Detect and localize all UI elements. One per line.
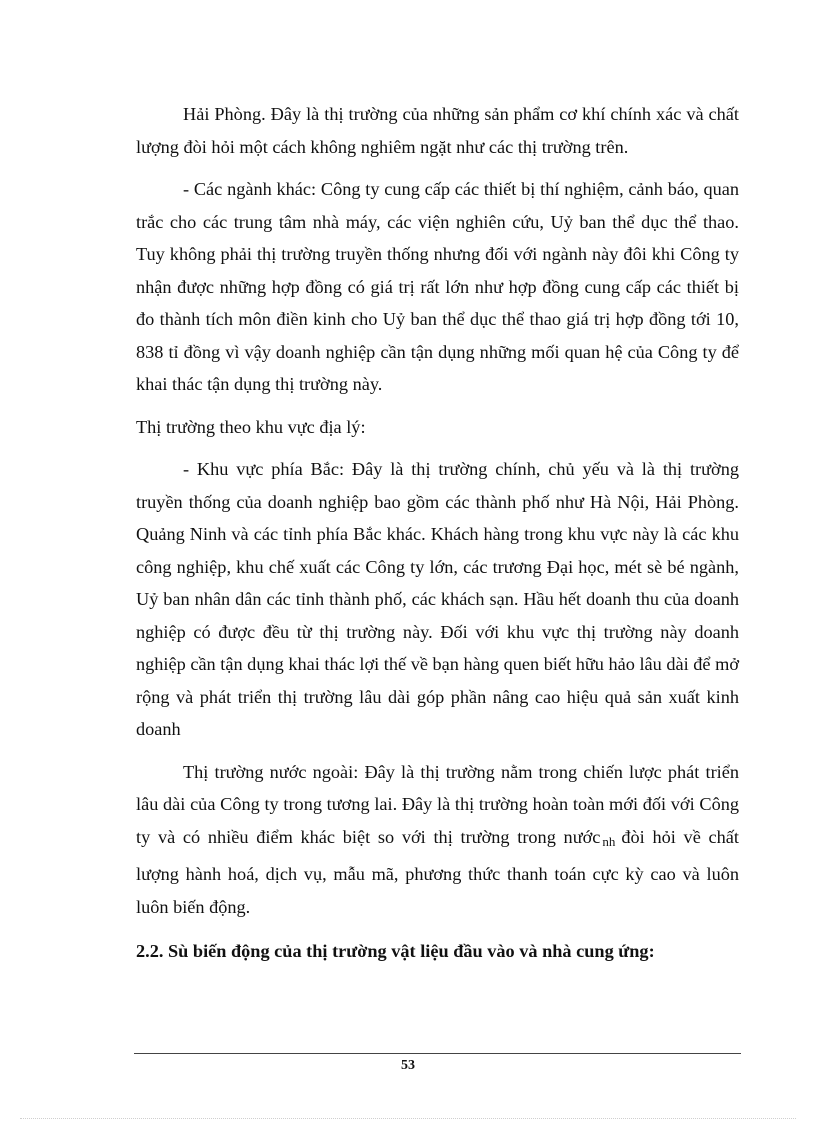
page-number: 53: [401, 1058, 415, 1073]
paragraph-other-industries: - Các ngành khác: Công ty cung cấp các thiết bị thí nghiệm, cảnh báo, quan trắc cho các trung tâm nhà máy, các viện nghiên cứu, Uỷ ban thể dục thể thao. Tuy không phải thị trường truyền thống nhưng đối với ngành này đôi khi Công ty nhận được những hợp đồng có giá trị rất lớn như hợp đồng cung cấp các thiết bị đo thành tích môn điền kinh cho Uỷ ban thể dục thể thao giá trị hợp đồng tới 10, 838 tỉ đồng vì vậy doanh nghiệp cần tận dụng những mối quan hệ của Công ty để khai thác tận dụng thị trường này.: [136, 179, 739, 394]
foreign-market-text-start: Thị trường nước ngoài: Đây là thị trường nằm trong chiến lược phát triển lâu dài của Công ty trong tương lai. Đây là thị trường hoàn toàn mới đối với Công ty và có nhiều điểm khác biệt so với thị trường trong nước: [136, 761, 739, 847]
foreign-market-text-end: đòi hỏi về chất lượng hành hoá, dịch vụ, mẫu mã, phương thức thanh toán cực kỳ cao và luôn luôn biến động.: [136, 826, 739, 917]
paragraph-hai-phong-market: Hải Phòng. Đây là thị trường của những sản phẩm cơ khí chính xác và chất lượng đòi hỏi một cách không nghiêm ngặt như các thị trường trên.: [136, 104, 739, 157]
paragraph-geographic-market-label: Thị trường theo khu vực địa lý:: [136, 416, 366, 437]
paragraph-foreign-market: [136, 756, 739, 924]
footer-divider: [134, 1053, 741, 1054]
page-bottom-edge: [20, 1118, 796, 1119]
paragraph-northern-region: - Khu vực phía Bắc: Đây là thị trường chính, chủ yếu và là thị trường truyền thống của doanh nghiệp bao gồm các thành phố như Hà Nội, Hải Phòng. Quảng Ninh và các tỉnh phía Bắc khác. Khách hàng trong khu vực này là các khu công nghiệp, khu chế xuất các Công ty lớn, các trương Đại học, mét sè bé ngành, Uỷ ban nhân dân các tỉnh thành phố, các khách sạn. Hầu hết doanh thu của doanh nghiệp có được đều từ thị trường này. Đối với khu vực thị trường này doanh nghiệp cần tận dụng khai thác lợi thế về bạn hàng quen biết hữu hảo lâu dài để mở rộng và phát triển thị trường lâu dài góp phần nâng cao hiệu quả sản xuất kinh doanh: [136, 459, 739, 739]
foreign-market-inline-mark: nh: [602, 833, 616, 849]
section-heading-2-2: 2.2. Sù biến động của thị trường vật liệu đầu vào và nhà cung ứng:: [136, 941, 655, 961]
page-body: [136, 98, 739, 968]
